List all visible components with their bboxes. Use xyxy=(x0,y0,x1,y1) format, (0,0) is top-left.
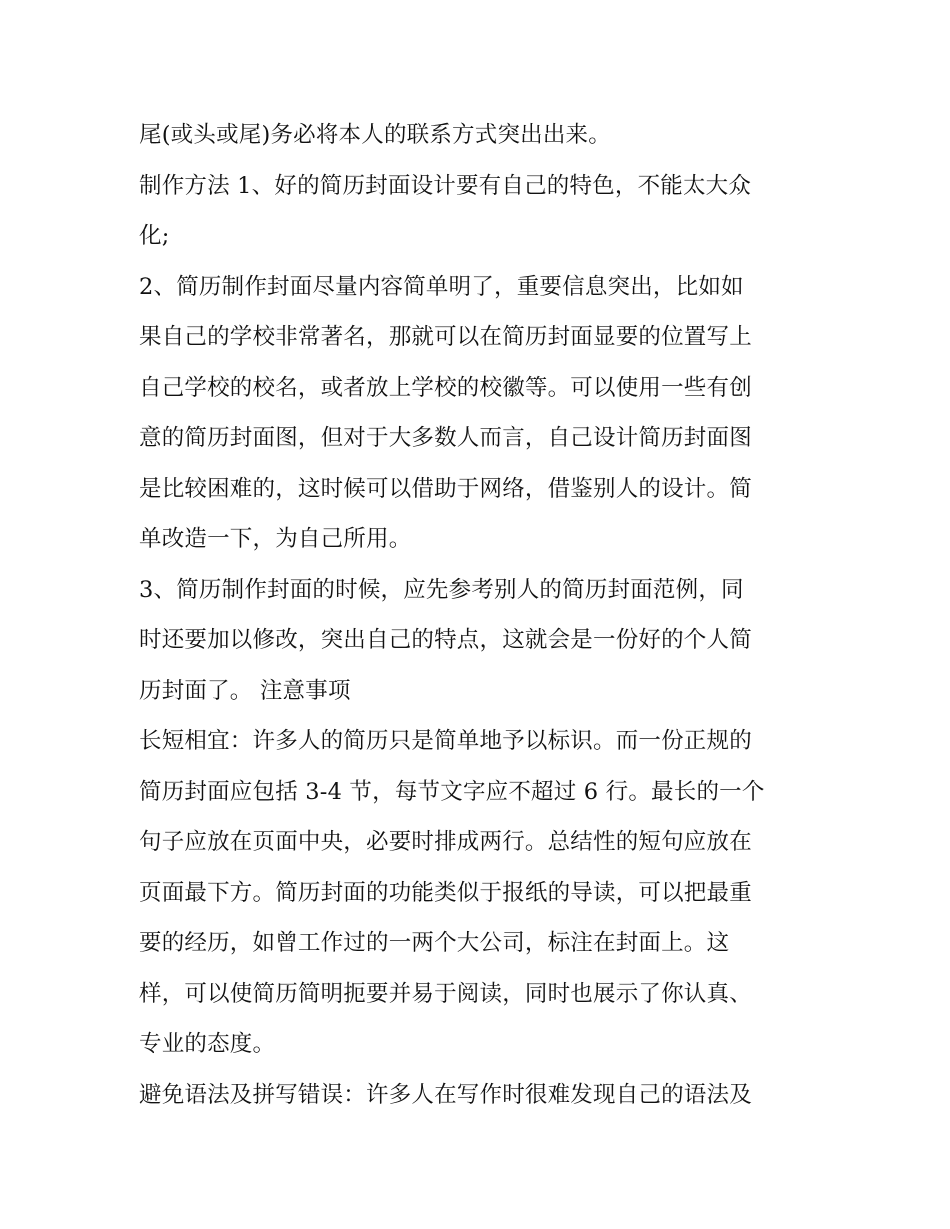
text-line: 避免语法及拼写错误：许多人在写作时很难发现自己的语法及 xyxy=(139,1081,752,1108)
text-line: 要的经历，如曾工作过的一两个大公司，标注在封面上。这 xyxy=(139,930,730,956)
paragraph-method-1 xyxy=(139,161,819,262)
text-line: 是比较困难的，这时候可以借助于网络，借鉴别人的设计。简 xyxy=(139,475,752,502)
text-line: 专业的态度。 xyxy=(139,1031,276,1057)
text-line: 单改造一下，为自己所用。 xyxy=(139,526,412,552)
paragraph-grammar-advice xyxy=(139,1070,819,1121)
text-line: 自己学校的校名，或者放上学校的校徽等。可以使用一些有创 xyxy=(139,374,752,401)
text-line: 长短相宜：许多人的简历只是简单地予以标识。而一份正规的 xyxy=(139,728,752,754)
text-line: 时还要加以修改，突出自己的特点，这就会是一份好的个人简 xyxy=(139,627,752,653)
text-line: 句子应放在页面中央，必要时排成两行。总结性的短句应放在 xyxy=(139,829,752,855)
text-line: 页面最下方。简历封面的功能类似于报纸的导读，可以把最重 xyxy=(139,879,752,906)
text-line: 3、简历制作封面的时候，应先参考别人的简历封面范例，同 xyxy=(139,576,744,603)
paragraph-contact-note xyxy=(139,110,819,161)
text-line: 果自己的学校非常著名，那就可以在简历封面显要的位置写上 xyxy=(139,324,752,350)
text-line: 历封面了。 注意事项 xyxy=(139,677,351,704)
paragraph-method-2 xyxy=(139,262,819,565)
paragraph-method-3 xyxy=(139,565,819,717)
text-line: 样，可以使简历简明扼要并易于阅读，同时也展示了你认真、 xyxy=(139,980,752,1007)
text-line: 2、简历制作封面尽量内容简单明了，重要信息突出，比如如 xyxy=(139,273,744,300)
text-line: 尾(或头或尾)务必将本人的联系方式突出出来。 xyxy=(139,122,611,148)
paragraph-length-advice xyxy=(139,716,819,1070)
text-line: 制作方法 1、好的简历封面设计要有自己的特色，不能太大众 xyxy=(139,172,752,199)
text-line: 简历封面应包括 3-4 节，每节文字应不超过 6 行。最长的一个 xyxy=(139,778,765,805)
document-body xyxy=(139,110,819,1120)
text-line: 化; xyxy=(139,223,170,249)
text-line: 意的简历封面图，但对于大多数人而言，自己设计简历封面图 xyxy=(139,425,752,451)
